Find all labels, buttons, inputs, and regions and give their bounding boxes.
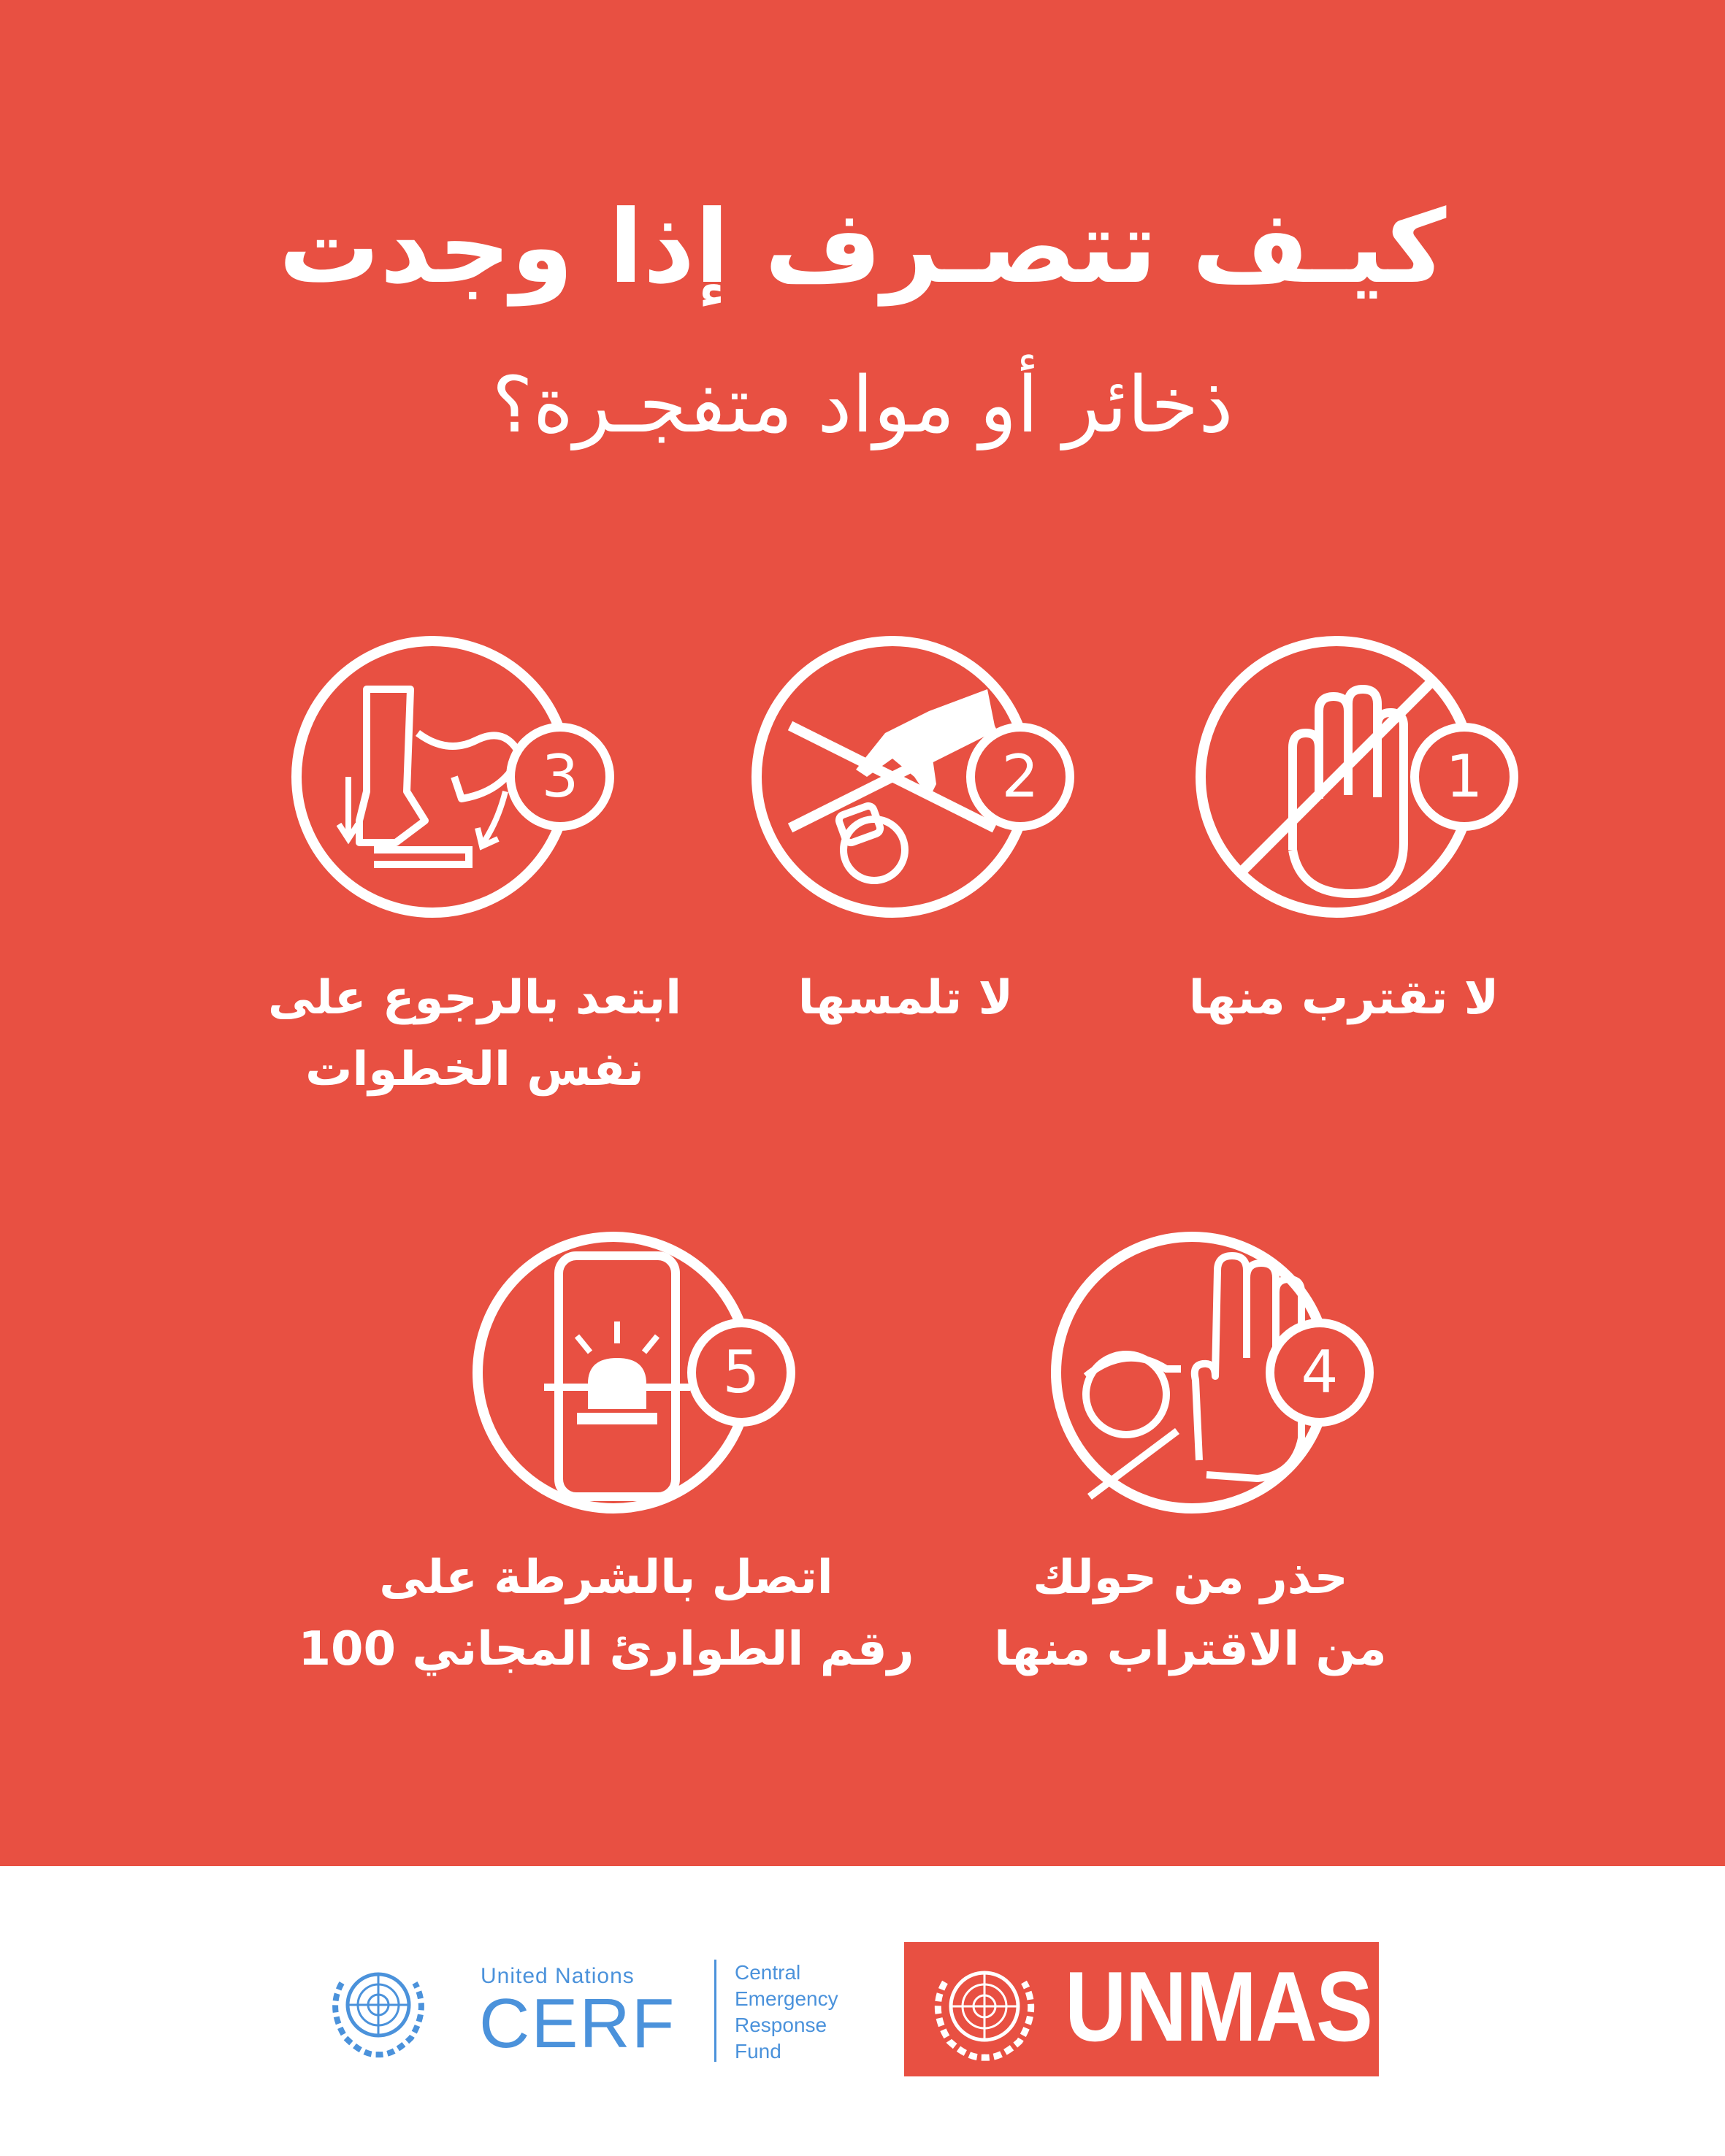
un-emblem-white-icon <box>911 1942 1057 2076</box>
unmas-logo <box>904 1942 1379 2076</box>
page-title: كيـف تتصـرف إذا وجدت <box>278 188 1447 306</box>
step-5-label: اتصل بالشرطة على رقم الطوارئ المجاني 100 <box>298 1551 914 1676</box>
step-1-label: لا تقترب منها <box>1188 971 1499 1025</box>
step-4-label: حذر من حولك من الاقتراب منها <box>994 1551 1387 1676</box>
page-subtitle: ذخائر أو مواد متفجـرة؟ <box>492 360 1233 450</box>
cerf-united-nations: United Nations <box>481 1964 635 1988</box>
step-5-number: 5 <box>722 1338 760 1406</box>
step-2-number: 2 <box>1001 743 1039 810</box>
step-2-label: لا تلمسها <box>798 971 1014 1025</box>
un-emblem-icon <box>313 1954 444 2063</box>
step-4-number: 4 <box>1301 1338 1339 1406</box>
cerf-acronym: CERF <box>479 1984 676 2063</box>
unmas-wordmark: UNMAS <box>1065 1951 1372 2062</box>
step-1-number: 1 <box>1445 743 1483 810</box>
cerf-logo <box>313 1954 868 2063</box>
step-3-label: ابتعد بالرجوع على نفس الخطوات <box>267 971 682 1097</box>
cerf-divider <box>714 1960 716 2062</box>
step-3-number: 3 <box>541 743 579 810</box>
cerf-fullname: Central Emergency Response Fund <box>735 1961 838 2063</box>
